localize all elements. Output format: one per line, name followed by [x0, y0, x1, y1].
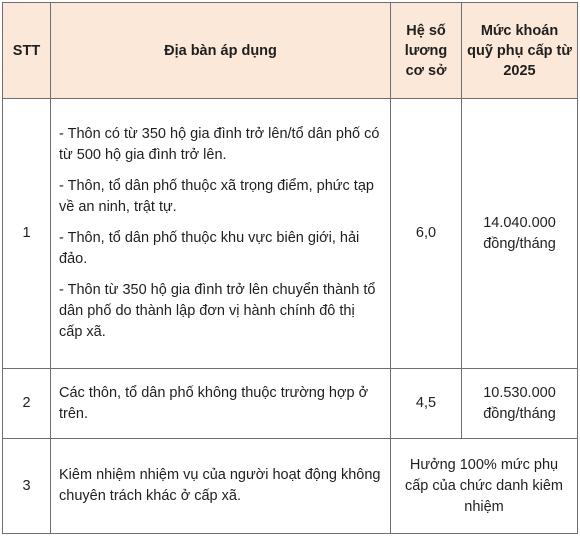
area-item: - Thôn từ 350 hộ gia đình trở lên chuyển thành tổ dân phố do thành lập đơn vị hành chính đô thị cấp xã.	[59, 282, 376, 340]
table-row	[3, 439, 578, 534]
row-area: Kiêm nhiệm nhiệm vụ của người hoạt động không chuyên trách khác ở cấp xã.	[51, 439, 391, 534]
area-item: - Thôn, tổ dân phố thuộc xã trọng điểm, phức tạp về an ninh, trật tự.	[59, 178, 374, 215]
row-stt: 3	[3, 439, 51, 534]
row-area: Các thôn, tổ dân phố không thuộc trường hợp ở trên.	[51, 369, 391, 439]
area-item: - Thôn có từ 350 hộ gia đình trở lên/tổ dân phố có từ 500 hộ gia đình trở lên.	[59, 126, 380, 163]
row-amount: 10.530.000 đồng/tháng	[462, 369, 578, 439]
row-amount: 14.040.000 đồng/tháng	[462, 99, 578, 369]
allowance-table	[2, 2, 578, 534]
table-row	[3, 369, 578, 439]
header-area: Địa bàn áp dụng	[51, 3, 391, 99]
row-coefficient: 6,0	[391, 99, 462, 369]
table-row	[3, 99, 578, 369]
header-row	[3, 3, 578, 99]
header-stt: STT	[3, 3, 51, 99]
row-area	[51, 99, 391, 369]
row-stt: 2	[3, 369, 51, 439]
row-stt: 1	[3, 99, 51, 369]
row-merged-allowance: Hưởng 100% mức phụ cấp của chức danh kiêm nhiệm	[391, 439, 578, 534]
header-coefficient: Hệ số lương cơ sở	[391, 3, 462, 99]
header-amount: Mức khoán quỹ phụ cấp từ 2025	[462, 3, 578, 99]
row-coefficient: 4,5	[391, 369, 462, 439]
area-item: - Thôn, tổ dân phố thuộc khu vực biên giới, hải đảo.	[59, 230, 360, 267]
